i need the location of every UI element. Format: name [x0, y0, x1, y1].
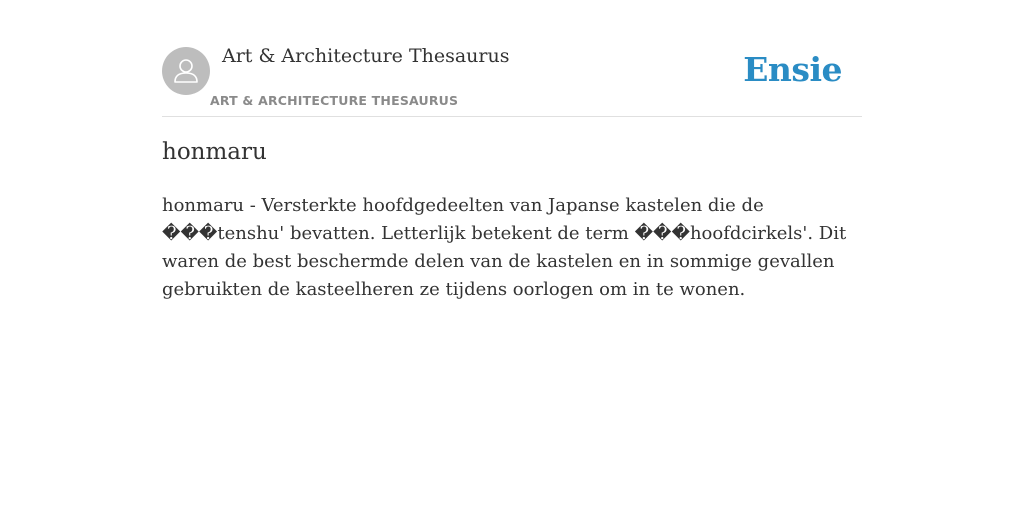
content-container: [162, 0, 862, 300]
entry-definition: honmaru - Versterkte hoofdgedeelten van Japanse kastelen die de ���tenshu' bevatten. Letterlijk betekent de term ���hoofdcirkels'. Dit waren de best beschermde delen van de kastelen en in sommige gevallen gebruikten de kasteelheren ze tijdens oorlogen om in te wonen.: [162, 195, 847, 300]
author-name[interactable]: Art & Architecture Thesaurus: [222, 45, 510, 67]
entry-title: honmaru: [162, 139, 267, 165]
ensie-logo[interactable]: Ensie: [743, 50, 842, 89]
author-subtitle[interactable]: ART & ARCHITECTURE THESAURUS: [210, 93, 459, 108]
header: [162, 0, 862, 117]
user-icon: [171, 56, 201, 86]
avatar[interactable]: [162, 47, 210, 95]
